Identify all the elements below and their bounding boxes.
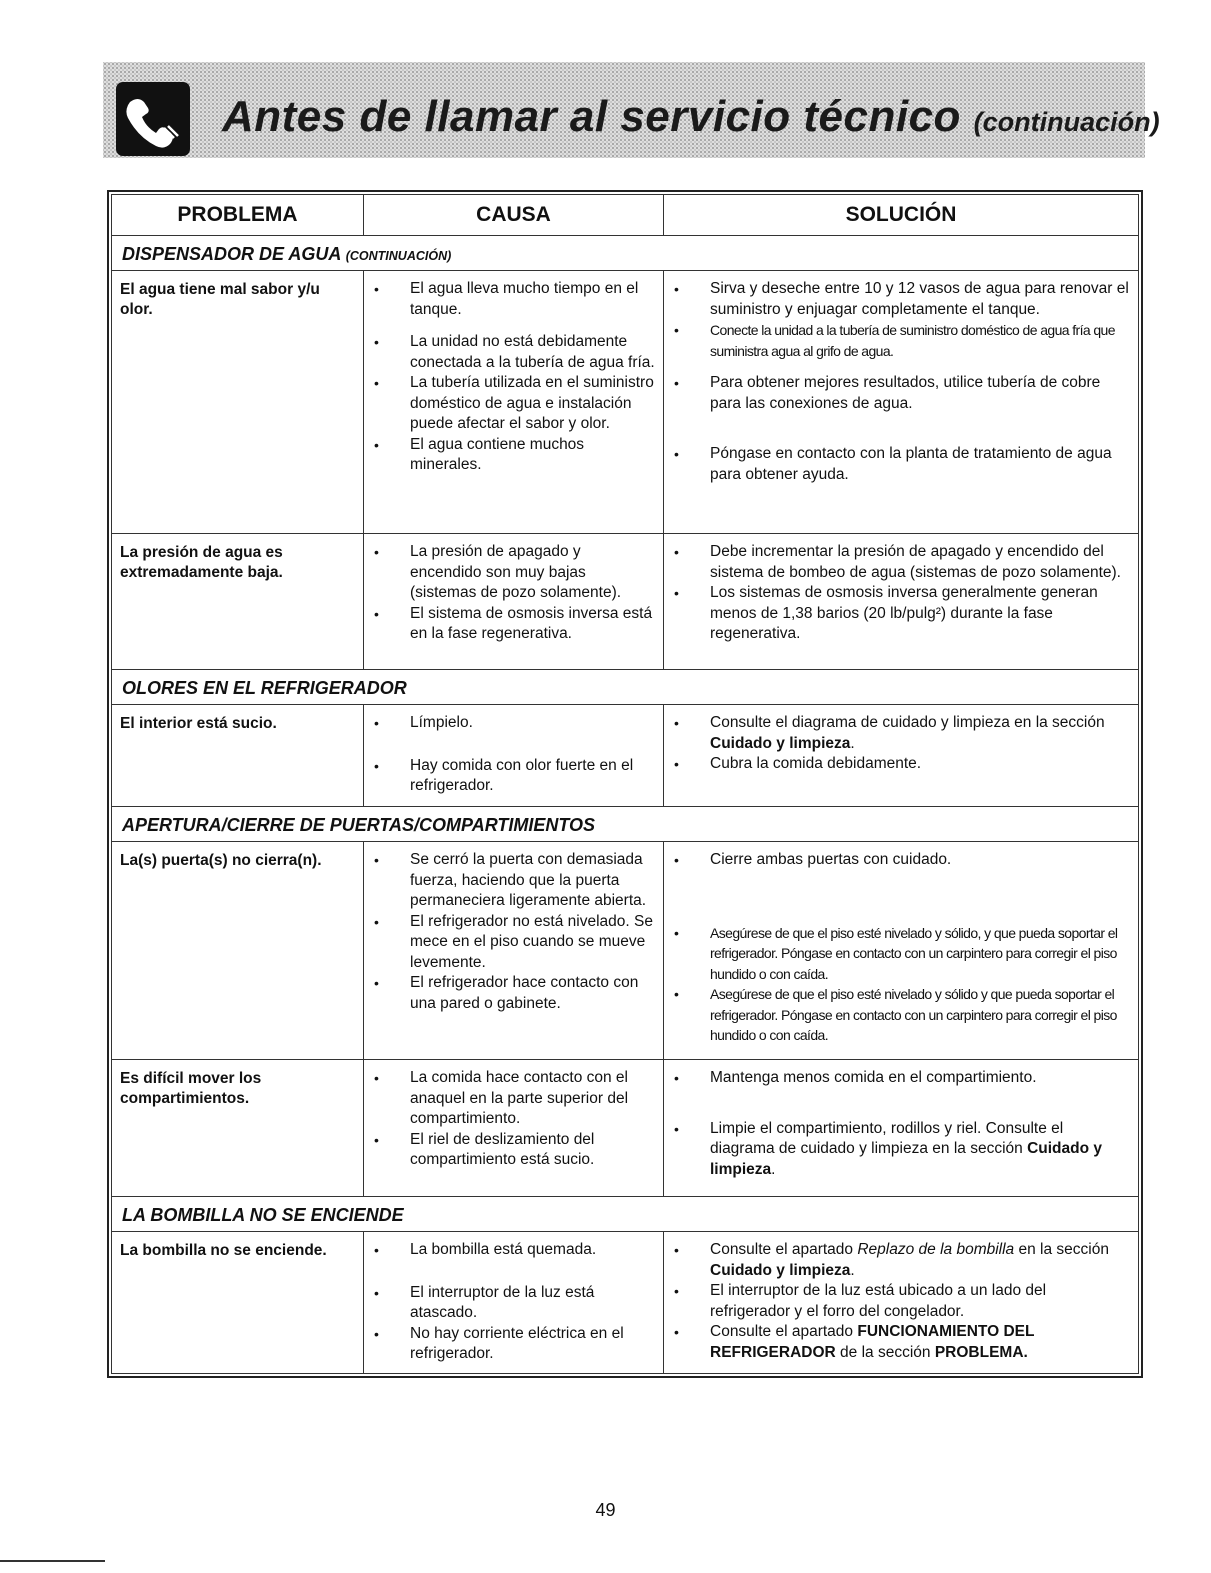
cause-item: • La comida hace contacto con el anaquel en la parte superior del compartimiento. [364, 1068, 655, 1130]
cause-cell [364, 534, 664, 670]
table-row [112, 534, 1139, 670]
cause-item: • Se cerró la puerta con demasiada fuerza, haciendo que la puerta permaneciera ligeramente abierta. [364, 850, 655, 912]
solution-item: • El interruptor de la luz está ubicado a un lado del refrigerador y el forro del congelador. [664, 1281, 1130, 1322]
problem-cell: El interior está sucio. [112, 705, 364, 807]
table-row [112, 1060, 1139, 1197]
troubleshooting-table [107, 190, 1143, 1378]
solution-item: • Asegúrese de que el piso esté nivelado y sólido y que pueda soportar el refrigerador. Póngase en contacto con un carpintero para corregir el piso hundido o con caída. [664, 984, 1130, 1046]
section-title-apertura: APERTURA/CIERRE DE PUERTAS/COMPARTIMIENTOS [112, 807, 1139, 842]
solution-item: • Debe incrementar la presión de apagado y encendido del sistema de bombeo de agua (sistemas de pozo solamente). [664, 542, 1130, 583]
solution-cell [664, 1232, 1139, 1374]
solution-item: • Conecte la unidad a la tubería de suministro doméstico de agua fría que suministra agua al grifo de agua. [664, 320, 1130, 361]
cause-cell [364, 842, 664, 1060]
page-title-text: Antes de llamar al servicio técnico [222, 92, 961, 141]
section-header-row [112, 670, 1139, 705]
solution-item [664, 1322, 1130, 1363]
cause-cell [364, 1232, 664, 1374]
solution-cell [664, 271, 1139, 534]
solution-item: • Para obtener mejores resultados, utilice tubería de cobre para las conexiones de agua. [664, 373, 1130, 414]
page-number: 49 [595, 1500, 616, 1520]
section-title-text: DISPENSADOR DE AGUA [122, 243, 341, 264]
cause-item: • El refrigerador no está nivelado. Se mece en el piso cuando se mueve levemente. [364, 912, 655, 974]
table-header-row [112, 195, 1139, 236]
solution-cell [664, 842, 1139, 1060]
cause-cell [364, 271, 664, 534]
solution-text: Consulte el apartado [710, 1323, 854, 1340]
section-title-bombilla: LA BOMBILLA NO SE ENCIENDE [112, 1197, 1139, 1232]
solution-bold-ref: FUNCIONAMIENTO DEL REFRIGERADOR [710, 1323, 1035, 1361]
cause-item: • La presión de apagado y encendido son muy bajas (sistemas de pozo solamente). [364, 542, 655, 604]
solution-bold-section: PROBLEMA. [934, 1343, 1028, 1361]
cause-cell [364, 705, 664, 807]
solution-item [664, 1240, 1130, 1281]
cause-item: • El riel de deslizamiento del compartimiento está sucio. [364, 1130, 655, 1171]
problem-cell: El agua tiene mal sabor y/u olor. [112, 271, 364, 534]
solution-text: Limpie el compartimiento, rodillos y riel. Consulte el diagrama de cuidado y limpieza en la sección [710, 1119, 1064, 1157]
cause-item: • El refrigerador hace contacto con una pared o gabinete. [364, 973, 655, 1014]
cause-item: • El agua contiene muchos minerales. [364, 435, 655, 476]
table-row [112, 1232, 1139, 1374]
cause-cell [364, 1060, 664, 1197]
cause-item: • El sistema de osmosis inversa está en la fase regenerativa. [364, 604, 655, 645]
solution-period: . [850, 1261, 855, 1279]
page-title-continuation: (continuación) [973, 107, 1160, 137]
cause-item: • Límpielo. [364, 713, 655, 734]
cause-item: • No hay corriente eléctrica en el refrigerador. [364, 1324, 655, 1365]
solution-cell [664, 705, 1139, 807]
section-title-olores: OLORES EN EL REFRIGERADOR [112, 670, 1139, 705]
solution-item: • Asegúrese de que el piso esté nivelado y sólido, y que pueda soportar el refrigerador. Póngase en contacto con un carpintero para corregir el piso hundido o con caída. [664, 923, 1130, 985]
cause-item: • La bombilla está quemada. [364, 1240, 655, 1261]
column-header-causa: CAUSA [364, 195, 664, 236]
cause-item: • El agua lleva mucho tiempo en el tanque. [364, 279, 655, 320]
problem-cell: La(s) puerta(s) no cierra(n). [112, 842, 364, 1060]
table-row [112, 842, 1139, 1060]
problem-cell: La presión de agua es extremadamente baja. [112, 534, 364, 670]
solution-text: Consulte el apartado [710, 1241, 854, 1258]
solution-item [664, 1119, 1130, 1181]
cause-item: • La tubería utilizada en el suministro doméstico de agua e instalación puede afectar el sabor y olor. [364, 373, 655, 435]
solution-item: • Póngase en contacto con la planta de tratamiento de agua para obtener ayuda. [664, 444, 1130, 485]
solution-bold-ref: Cuidado y limpieza [710, 734, 851, 752]
solution-italic-ref: Replazo de la bombilla [857, 1241, 1015, 1258]
section-subtitle-text: (CONTINUACIÓN) [345, 248, 452, 263]
solution-text: en la sección [1018, 1241, 1109, 1258]
solution-item: • Sirva y deseche entre 10 y 12 vasos de agua para renovar el suministro y enjuagar completamente el tanque. [664, 279, 1130, 320]
cause-item: • La unidad no está debidamente conectada a la tubería de agua fría. [364, 332, 655, 373]
table-row [112, 271, 1139, 534]
cause-item: • Hay comida con olor fuerte en el refrigerador. [364, 756, 655, 797]
footer-rule [0, 1560, 105, 1562]
cause-item: • El interruptor de la luz está atascado. [364, 1283, 655, 1324]
section-header-row [112, 1197, 1139, 1232]
solution-item [664, 713, 1130, 754]
solution-bold-ref: Cuidado y limpieza [710, 1261, 851, 1279]
solution-period: . [850, 734, 855, 752]
table-row [112, 705, 1139, 807]
column-header-solucion: SOLUCIÓN [664, 195, 1139, 236]
problem-cell: Es difícil mover los compartimientos. [112, 1060, 364, 1197]
solution-item: • Cierre ambas puertas con cuidado. [664, 850, 1130, 871]
solution-item: • Mantenga menos comida en el compartimiento. [664, 1068, 1130, 1089]
column-header-problema: PROBLEMA [112, 195, 364, 236]
solution-item: • Cubra la comida debidamente. [664, 754, 1130, 775]
section-header-row [112, 807, 1139, 842]
solution-period: . [771, 1160, 776, 1178]
solution-cell [664, 1060, 1139, 1197]
solution-bold-ref: Cuidado y limpieza [710, 1140, 1102, 1178]
problem-cell: La bombilla no se enciende. [112, 1232, 364, 1374]
section-header-row [112, 236, 1139, 271]
section-title-dispensador [112, 236, 1139, 271]
solution-text: de la sección [840, 1343, 931, 1361]
page-title [222, 92, 1160, 142]
solution-item: • Los sistemas de osmosis inversa generalmente generan menos de 1,38 barios (20 lb/pulg²) durante la fase regenerativa. [664, 583, 1130, 645]
solution-cell [664, 534, 1139, 670]
phone-handset-icon [116, 82, 190, 156]
solution-text: Consulte el diagrama de cuidado y limpieza en la sección [710, 714, 1105, 731]
